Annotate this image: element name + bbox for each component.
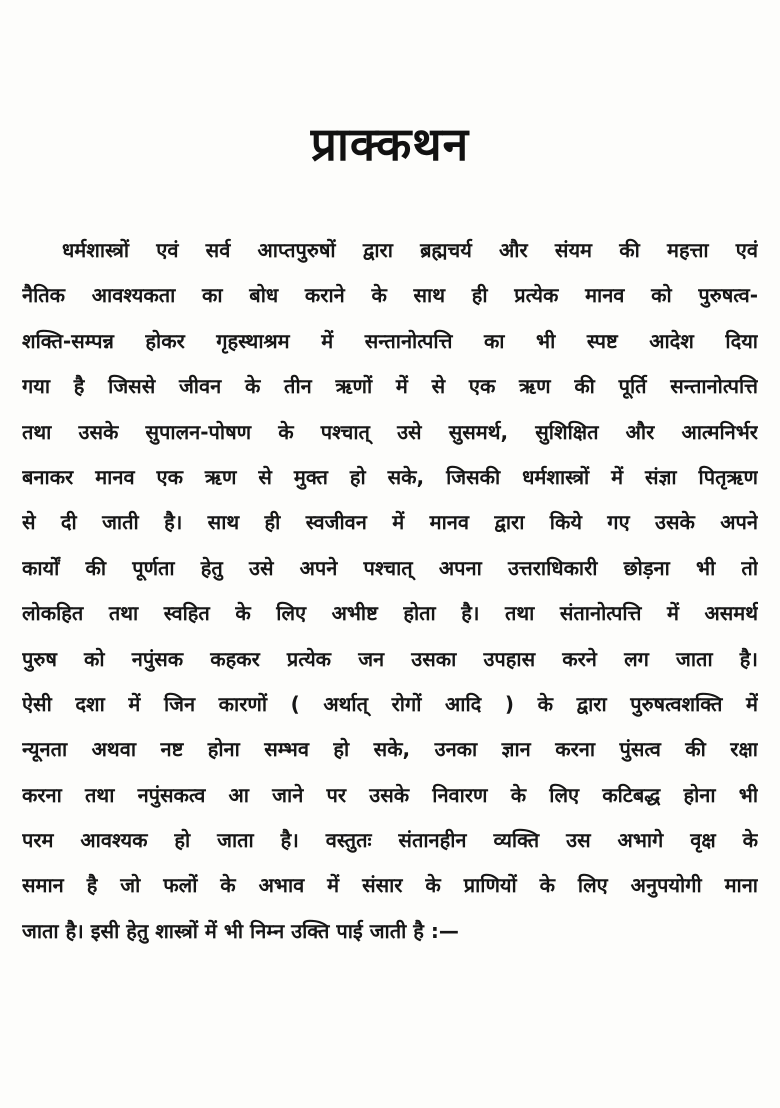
page-heading: प्राक्कथन — [310, 117, 470, 171]
text-line: से दी जाती है। साथ ही स्वजीवन में मानव द्वारा किये गए उसके अपने — [22, 510, 758, 535]
text-line: समान है जो फलों के अभाव में संसार के प्राणियों के लिए अनुपयोगी माना — [22, 873, 758, 898]
text-line: नैतिक आवश्यकता का बोध कराने के साथ ही प्रत्येक मानव को पुरुषत्व- — [22, 283, 758, 308]
text-line: जाता है। इसी हेतु शास्त्रों में भी निम्न उक्ति पाई जाती है :— — [22, 918, 459, 943]
body-paragraph — [22, 228, 758, 954]
text-line: शक्ति-सम्पन्न होकर गृहस्थाश्रम में सन्तानोत्पत्ति का भी स्पष्ट आदेश दिया — [22, 328, 758, 353]
text-line: ऐसी दशा में जिन कारणों ( अर्थात् रोगों आदि ) के द्वारा पुरुषत्वशक्ति में — [22, 691, 758, 716]
text-line: कार्यों की पूर्णता हेतु उसे अपने पश्चात् अपना उत्तराधिकारी छोड़ना भी तो — [22, 555, 758, 580]
text-line: न्यूनता अथवा नष्ट होना सम्भव हो सके, उनका ज्ञान करना पुंसत्व की रक्षा — [22, 737, 758, 762]
text-line: बनाकर मानव एक ऋण से मुक्त हो सके, जिसकी धर्मशास्त्रों में संज्ञा पितृऋण — [22, 464, 758, 489]
text-line: पुरुष को नपुंसक कहकर प्रत्येक जन उसका उपहास करने लग जाता है। — [22, 646, 758, 671]
text-line: लोकहित तथा स्वहित के लिए अभीष्ट होता है। तथा संतानोत्पत्ति में असमर्थ — [22, 601, 758, 626]
text-line: तथा उसके सुपालन-पोषण के पश्चात् उसे सुसमर्थ, सुशिक्षित और आत्मनिर्भर — [22, 419, 758, 444]
text-line: करना तथा नपुंसकत्व आ जाने पर उसके निवारण के लिए कटिबद्ध होना भी — [22, 782, 758, 807]
text-line: धर्मशास्त्रों एवं सर्व आप्तपुरुषों द्वारा ब्रह्मचर्य और संयम की महत्ता एवं — [62, 238, 758, 262]
text-line: परम आवश्यक हो जाता है। वस्तुतः संतानहीन व्यक्ति उस अभागे वृक्ष के — [22, 828, 758, 853]
text-line: गया है जिससे जीवन के तीन ऋणों में से एक ऋण की पूर्ति सन्तानोत्पत्ति — [22, 374, 758, 399]
